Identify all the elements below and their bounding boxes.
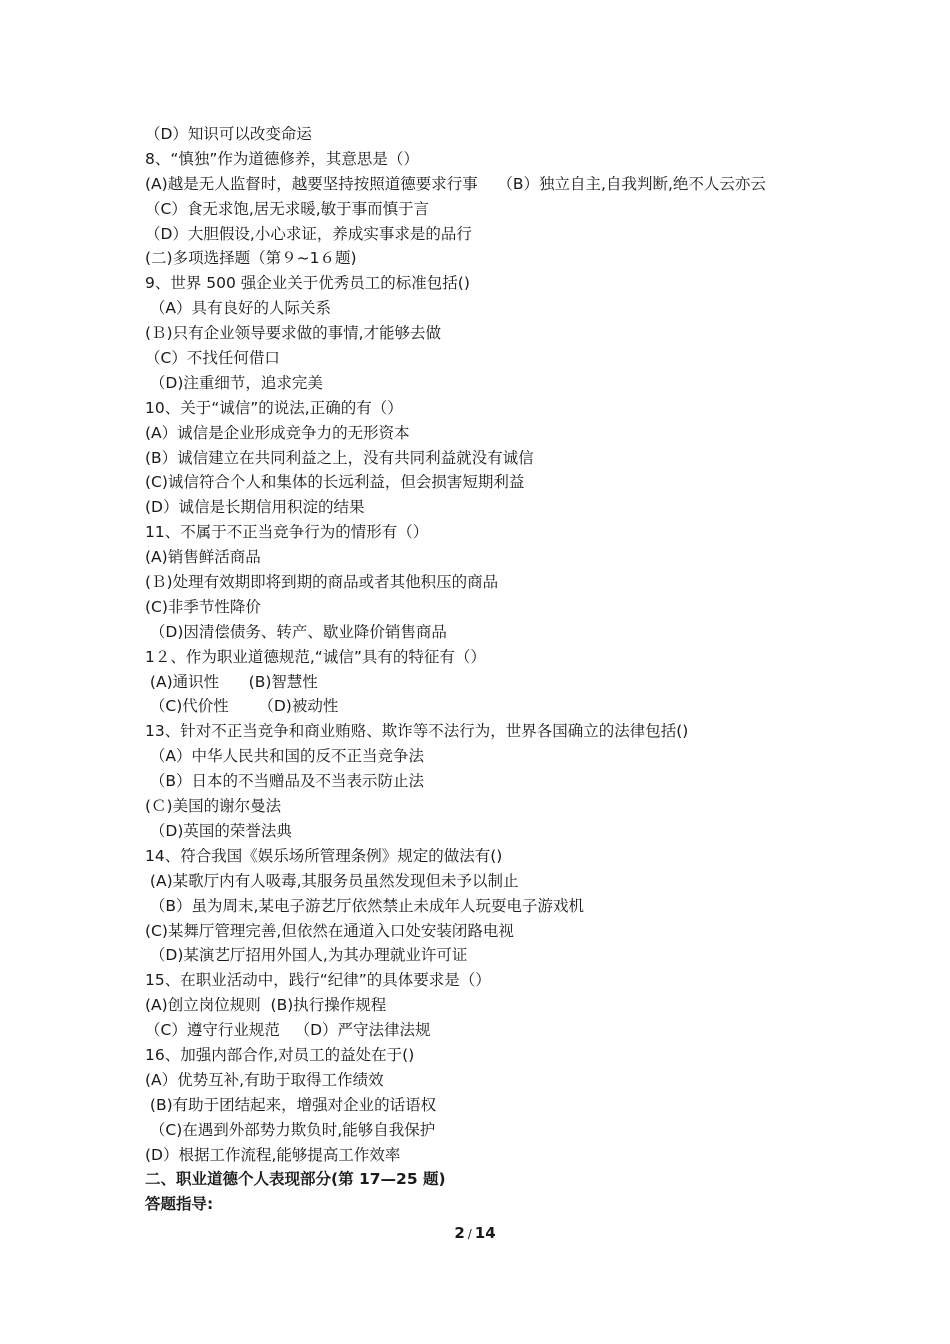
text-line: （C)代价性 （D)被动性 <box>145 697 339 716</box>
text-line: (C)诚信符合个人和集体的长远利益，但会损害短期利益 <box>145 473 525 492</box>
page-current: 2 <box>454 1224 465 1242</box>
text-line: （D）大胆假设,小心求证，养成实事求是的品行 <box>145 224 472 243</box>
text-line: (Ｂ)只有企业领导要求做的事情,才能够去做 <box>145 324 442 343</box>
text-line: （D)注重细节，追求完美 <box>145 373 323 392</box>
text-line: (Ｂ)处理有效期即将到期的商品或者其他积压的商品 <box>145 573 499 592</box>
text-line: 9、世界 500 强企业关于优秀员工的标准包括() <box>145 274 470 293</box>
text-line: (B)有助于团结起来，增强对企业的话语权 <box>145 1095 437 1114</box>
text-line: (A)销售鲜活商品 <box>145 548 261 567</box>
text-line: 1２、作为职业道德规范,“诚信”具有的特征有（） <box>145 647 486 666</box>
text-line: 10、关于“诚信”的说法,正确的有（） <box>145 398 403 417</box>
text-line: 11、不属于不正当竞争行为的情形有（） <box>145 523 429 542</box>
text-line: (D）诚信是长期信用积淀的结果 <box>145 498 365 517</box>
text-line: (A)越是无人监督时，越要坚持按照道德要求行事 （B）独立自主,自我判断,绝不人云亦云 <box>145 174 766 193</box>
section-heading-line: 答题指导: <box>145 1195 214 1214</box>
text-line: （C）不找任何借口 <box>145 349 280 368</box>
text-line: 15、在职业活动中，践行“纪律”的具体要求是（） <box>145 971 491 990</box>
text-line: （A）具有良好的人际关系 <box>145 299 332 318</box>
text-line: （B）虽为周末,某电子游艺厅依然禁止未成年人玩耍电子游戏机 <box>145 896 584 915</box>
text-line: （C）食无求饱,居无求暖,敏于事而慎于言 <box>145 199 430 218</box>
text-line: (D）根据工作流程,能够提高工作效率 <box>145 1145 401 1164</box>
document-body <box>145 122 865 1217</box>
text-line: 14、符合我国《娱乐场所管理条例》规定的做法有() <box>145 846 503 865</box>
text-line: （B）日本的不当赠品及不当表示防止法 <box>145 772 425 791</box>
text-line: (B）诚信建立在共同利益之上，没有共同利益就没有诚信 <box>145 448 534 467</box>
text-line: （C)在遇到外部势力欺负时,能够自我保护 <box>145 1120 436 1139</box>
text-line: (A)创立岗位规则 (B)执行操作规程 <box>145 996 387 1015</box>
text-line: （D)英国的荣誉法典 <box>145 821 292 840</box>
text-line: （D）知识可以改变命运 <box>145 125 312 143</box>
text-line: (二)多项选择题（第９~1６题) <box>145 249 357 268</box>
text-line: (A)通识性 (B)智慧性 <box>145 672 318 691</box>
text-line: (A）诚信是企业形成竞争力的无形资本 <box>145 423 410 442</box>
page-separator: / <box>467 1227 472 1241</box>
text-line: 16、加强内部合作,对员工的益处在于() <box>145 1045 415 1064</box>
text-line: (Ｃ)美国的谢尔曼法 <box>145 797 282 816</box>
text-line: 8、“慎独”作为道德修养，其意思是（） <box>145 149 419 168</box>
section-heading-line: 二、职业道德个人表现部分(第 17—25 题) <box>145 1170 446 1189</box>
page-number <box>0 1224 950 1242</box>
text-line: (A)某歌厅内有人吸毒,其服务员虽然发现但未予以制止 <box>145 871 519 890</box>
text-line: 13、针对不正当竞争和商业贿赂、欺诈等不法行为，世界各国确立的法律包括() <box>145 722 689 741</box>
text-line: （A）中华人民共和国的反不正当竞争法 <box>145 747 425 766</box>
page-total: 14 <box>474 1224 496 1242</box>
text-line: （D)某演艺厅招用外国人,为其办理就业许可证 <box>145 946 468 965</box>
text-line: (C)某舞厅管理完善,但依然在通道入口处安装闭路电视 <box>145 921 514 940</box>
text-line: （C）遵守行业规范 （D）严守法律法规 <box>145 1021 431 1040</box>
text-line: （D)因清偿债务、转产、歇业降价销售商品 <box>145 622 447 641</box>
text-line: (A）优势互补,有助于取得工作绩效 <box>145 1070 384 1089</box>
text-line: (C)非季节性降价 <box>145 597 261 616</box>
